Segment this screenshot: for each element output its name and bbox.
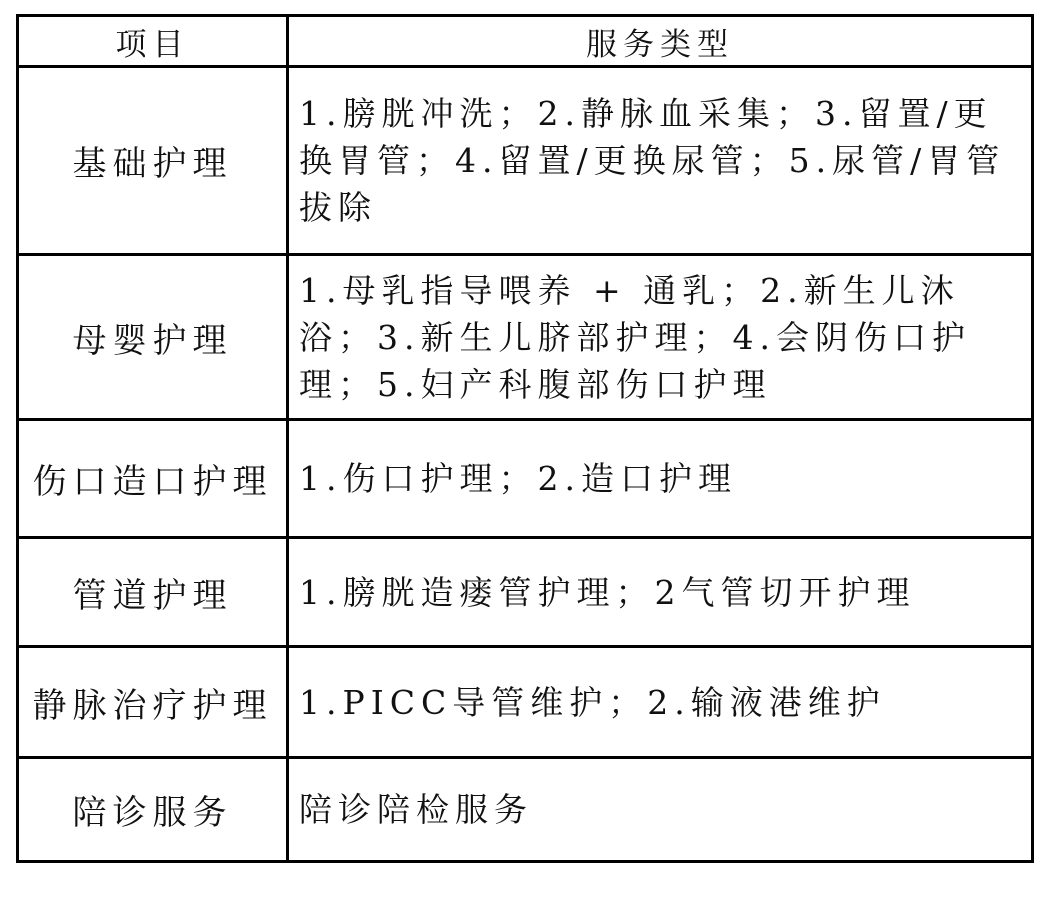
service-cell: 1.膀胱冲洗；2.静脉血采集；3.留置/更换胃管；4.留置/更换尿管；5.尿管/胃管拔除: [288, 67, 1033, 255]
table-row: [18, 67, 1033, 255]
item-cell: 陪诊服务: [18, 758, 288, 862]
service-cell: 1.膀胱造瘘管护理；2气管切开护理: [288, 538, 1033, 647]
table-header-row: [18, 16, 1033, 67]
table-row: [18, 758, 1033, 862]
header-item: 项目: [18, 16, 288, 67]
table-row: [18, 255, 1033, 420]
item-cell: 静脉治疗护理: [18, 647, 288, 758]
service-table: [16, 14, 1034, 863]
table-row: [18, 420, 1033, 538]
header-service-type: 服务类型: [288, 16, 1033, 67]
service-cell: 1.母乳指导喂养 + 通乳；2.新生儿沐浴；3.新生儿脐部护理；4.会阴伤口护理；5.妇产科腹部伤口护理: [288, 255, 1033, 420]
table-row: [18, 538, 1033, 647]
item-cell: 管道护理: [18, 538, 288, 647]
service-cell: 陪诊陪检服务: [288, 758, 1033, 862]
service-cell: 1.伤口护理；2.造口护理: [288, 420, 1033, 538]
item-cell: 伤口造口护理: [18, 420, 288, 538]
item-cell: 基础护理: [18, 67, 288, 255]
item-cell: 母婴护理: [18, 255, 288, 420]
table-row: [18, 647, 1033, 758]
service-cell: 1.PICC导管维护；2.输液港维护: [288, 647, 1033, 758]
